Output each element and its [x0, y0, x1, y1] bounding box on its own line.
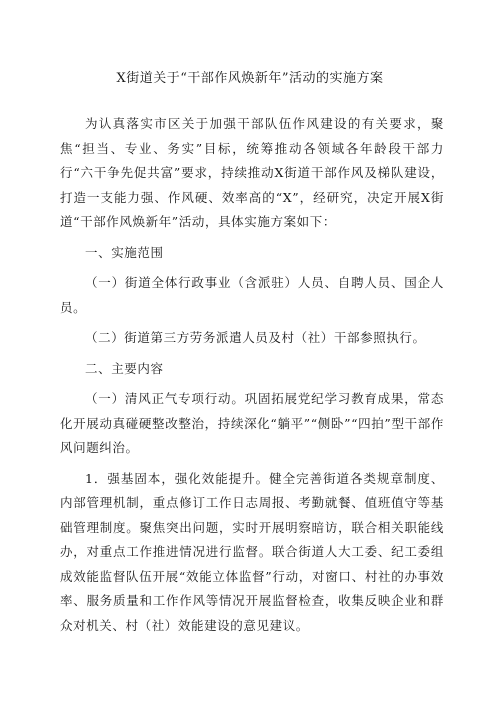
scope-item-2: （二）街道第三方劳务派遣人员及村（社）干部参照执行。 [85, 330, 426, 345]
section-heading-scope: 一、实施范围 [85, 244, 164, 260]
content-subitem-1: 1．强基固本，强化效能提升。健全完善街道各类规章制度、内部管理机制，重点修订工作日志周报、考勤就餐、值班值守等基础管理制度。聚焦突出问题，实时开展明察暗访，联合相关职能线办，对重点工作推进情况进行监督。联合街道人大工委、纪工委组成效能监督队伍开展“效能立体监督”行动，对窗口、村社的办事效率、服务质量和工作作风等情况开展监督检查，收集反映企业和群众对机关、村（社）效能建设的意见建议。 [60, 470, 444, 633]
content-item-1: （一）清风正气专项行动。巩固拓展党纪学习教育成果，常态化开展动真碰硬整改整治，持续深化“躺平”“侧卧”“四拍”型干部作风问题纠治。 [60, 391, 444, 455]
section-heading-content: 二、主要内容 [85, 360, 164, 376]
intro-paragraph: 为认真落实市区关于加强干部队伍作风建设的有关要求，聚焦“担当、专业、务实”目标，统筹推动各领域各年龄段干部力行“六干争先促共富”要求，持续推动X街道干部作风及梯队建设，打造一支能力强、作风硬、效率高的“X”，经研究，决定开展X街道“干部作风焕新年”活动，具体实施方案如下： [60, 116, 444, 229]
scope-item-1: （一）街道全体行政事业（含派驻）人员、自聘人员、国企人员。 [60, 275, 444, 315]
document-title: X街道关于“干部作风焕新年”活动的实施方案 [116, 71, 384, 86]
document-body [60, 112, 444, 644]
